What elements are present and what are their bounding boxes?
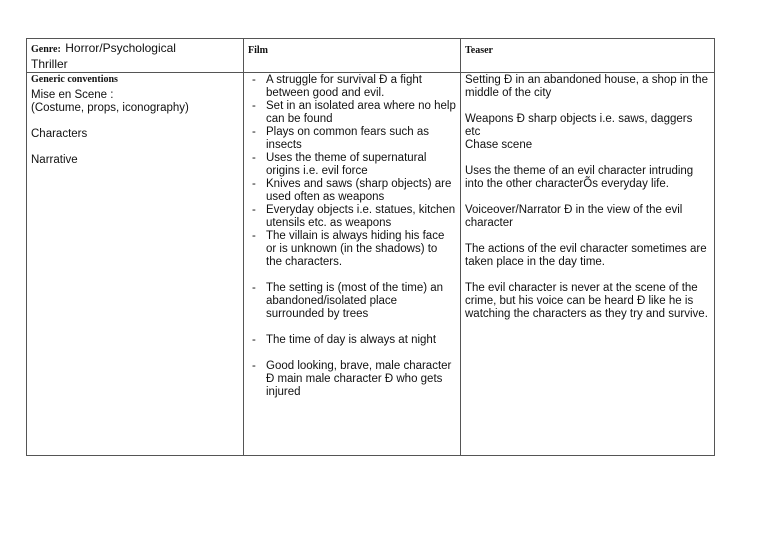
list-item: - Plays on common fears such as insects: [266, 126, 456, 152]
genre-value-line1: Horror/Psychological: [65, 41, 176, 55]
teaser-header-cell: [461, 39, 715, 73]
list-item: - Everyday objects i.e. statues, kitchen utensils etc. as weapons: [266, 204, 456, 230]
genre-conventions-table: [26, 38, 715, 456]
film-conventions-list: [248, 74, 456, 399]
list-item: - Set in an isolated area where no help can be found: [266, 100, 456, 126]
genre-value-line2: Thriller: [31, 57, 68, 71]
list-item: - The villain is always hiding his face or is unknown (in the shadows) to the characters.: [266, 230, 456, 269]
generic-conventions-heading: Generic conventions: [31, 74, 118, 85]
teaser-paragraph: Weapons Ð sharp objects i.e. saws, daggers etc Chase scene: [465, 113, 693, 151]
conventions-cell: [27, 73, 244, 456]
film-header-cell: [244, 39, 461, 73]
list-item: - Uses the theme of supernatural origins i.e. evil force: [266, 152, 456, 178]
teaser-paragraph: Voiceover/Narrator Ð in the view of the evil character: [465, 204, 683, 229]
list-item: - Good looking, brave, male character Ð main male character Ð who gets injured: [266, 360, 456, 399]
table-body-row: [27, 73, 715, 456]
characters-label: Characters: [31, 128, 88, 140]
mise-en-scene-detail: (Costume, props, iconography): [31, 102, 189, 114]
list-item: - The time of day is always at night: [266, 334, 456, 347]
document-page: [26, 38, 714, 453]
narrative-label: Narrative: [31, 154, 78, 166]
teaser-paragraph: The actions of the evil character sometimes are taken place in the day time.: [465, 243, 707, 268]
list-item: - The setting is (most of the time) an abandoned/isolated place surrounded by trees: [266, 282, 456, 321]
teaser-paragraph: Setting Ð in an abandoned house, a shop in the middle of the city: [465, 74, 708, 99]
film-label: Film: [248, 45, 268, 56]
teaser-paragraph: The evil character is never at the scene of the crime, but his voice can be heard Ð like he is watching the characters as they try and survive.: [465, 282, 708, 320]
genre-header-cell: [27, 39, 244, 73]
list-item: - Knives and saws (sharp objects) are used often as weapons: [266, 178, 456, 204]
teaser-notes: [465, 74, 710, 321]
list-item: - A struggle for survival Ð a fight between good and evil.: [266, 74, 456, 100]
genre-label: Genre:: [31, 44, 61, 55]
teaser-paragraph: Uses the theme of an evil character intruding into the other characterÕs everyday life.: [465, 165, 694, 190]
teaser-cell: [461, 73, 715, 456]
teaser-label: Teaser: [465, 45, 493, 56]
film-cell: [244, 73, 461, 456]
mise-en-scene-label: Mise en Scene :: [31, 89, 114, 101]
table-header-row: [27, 39, 715, 73]
